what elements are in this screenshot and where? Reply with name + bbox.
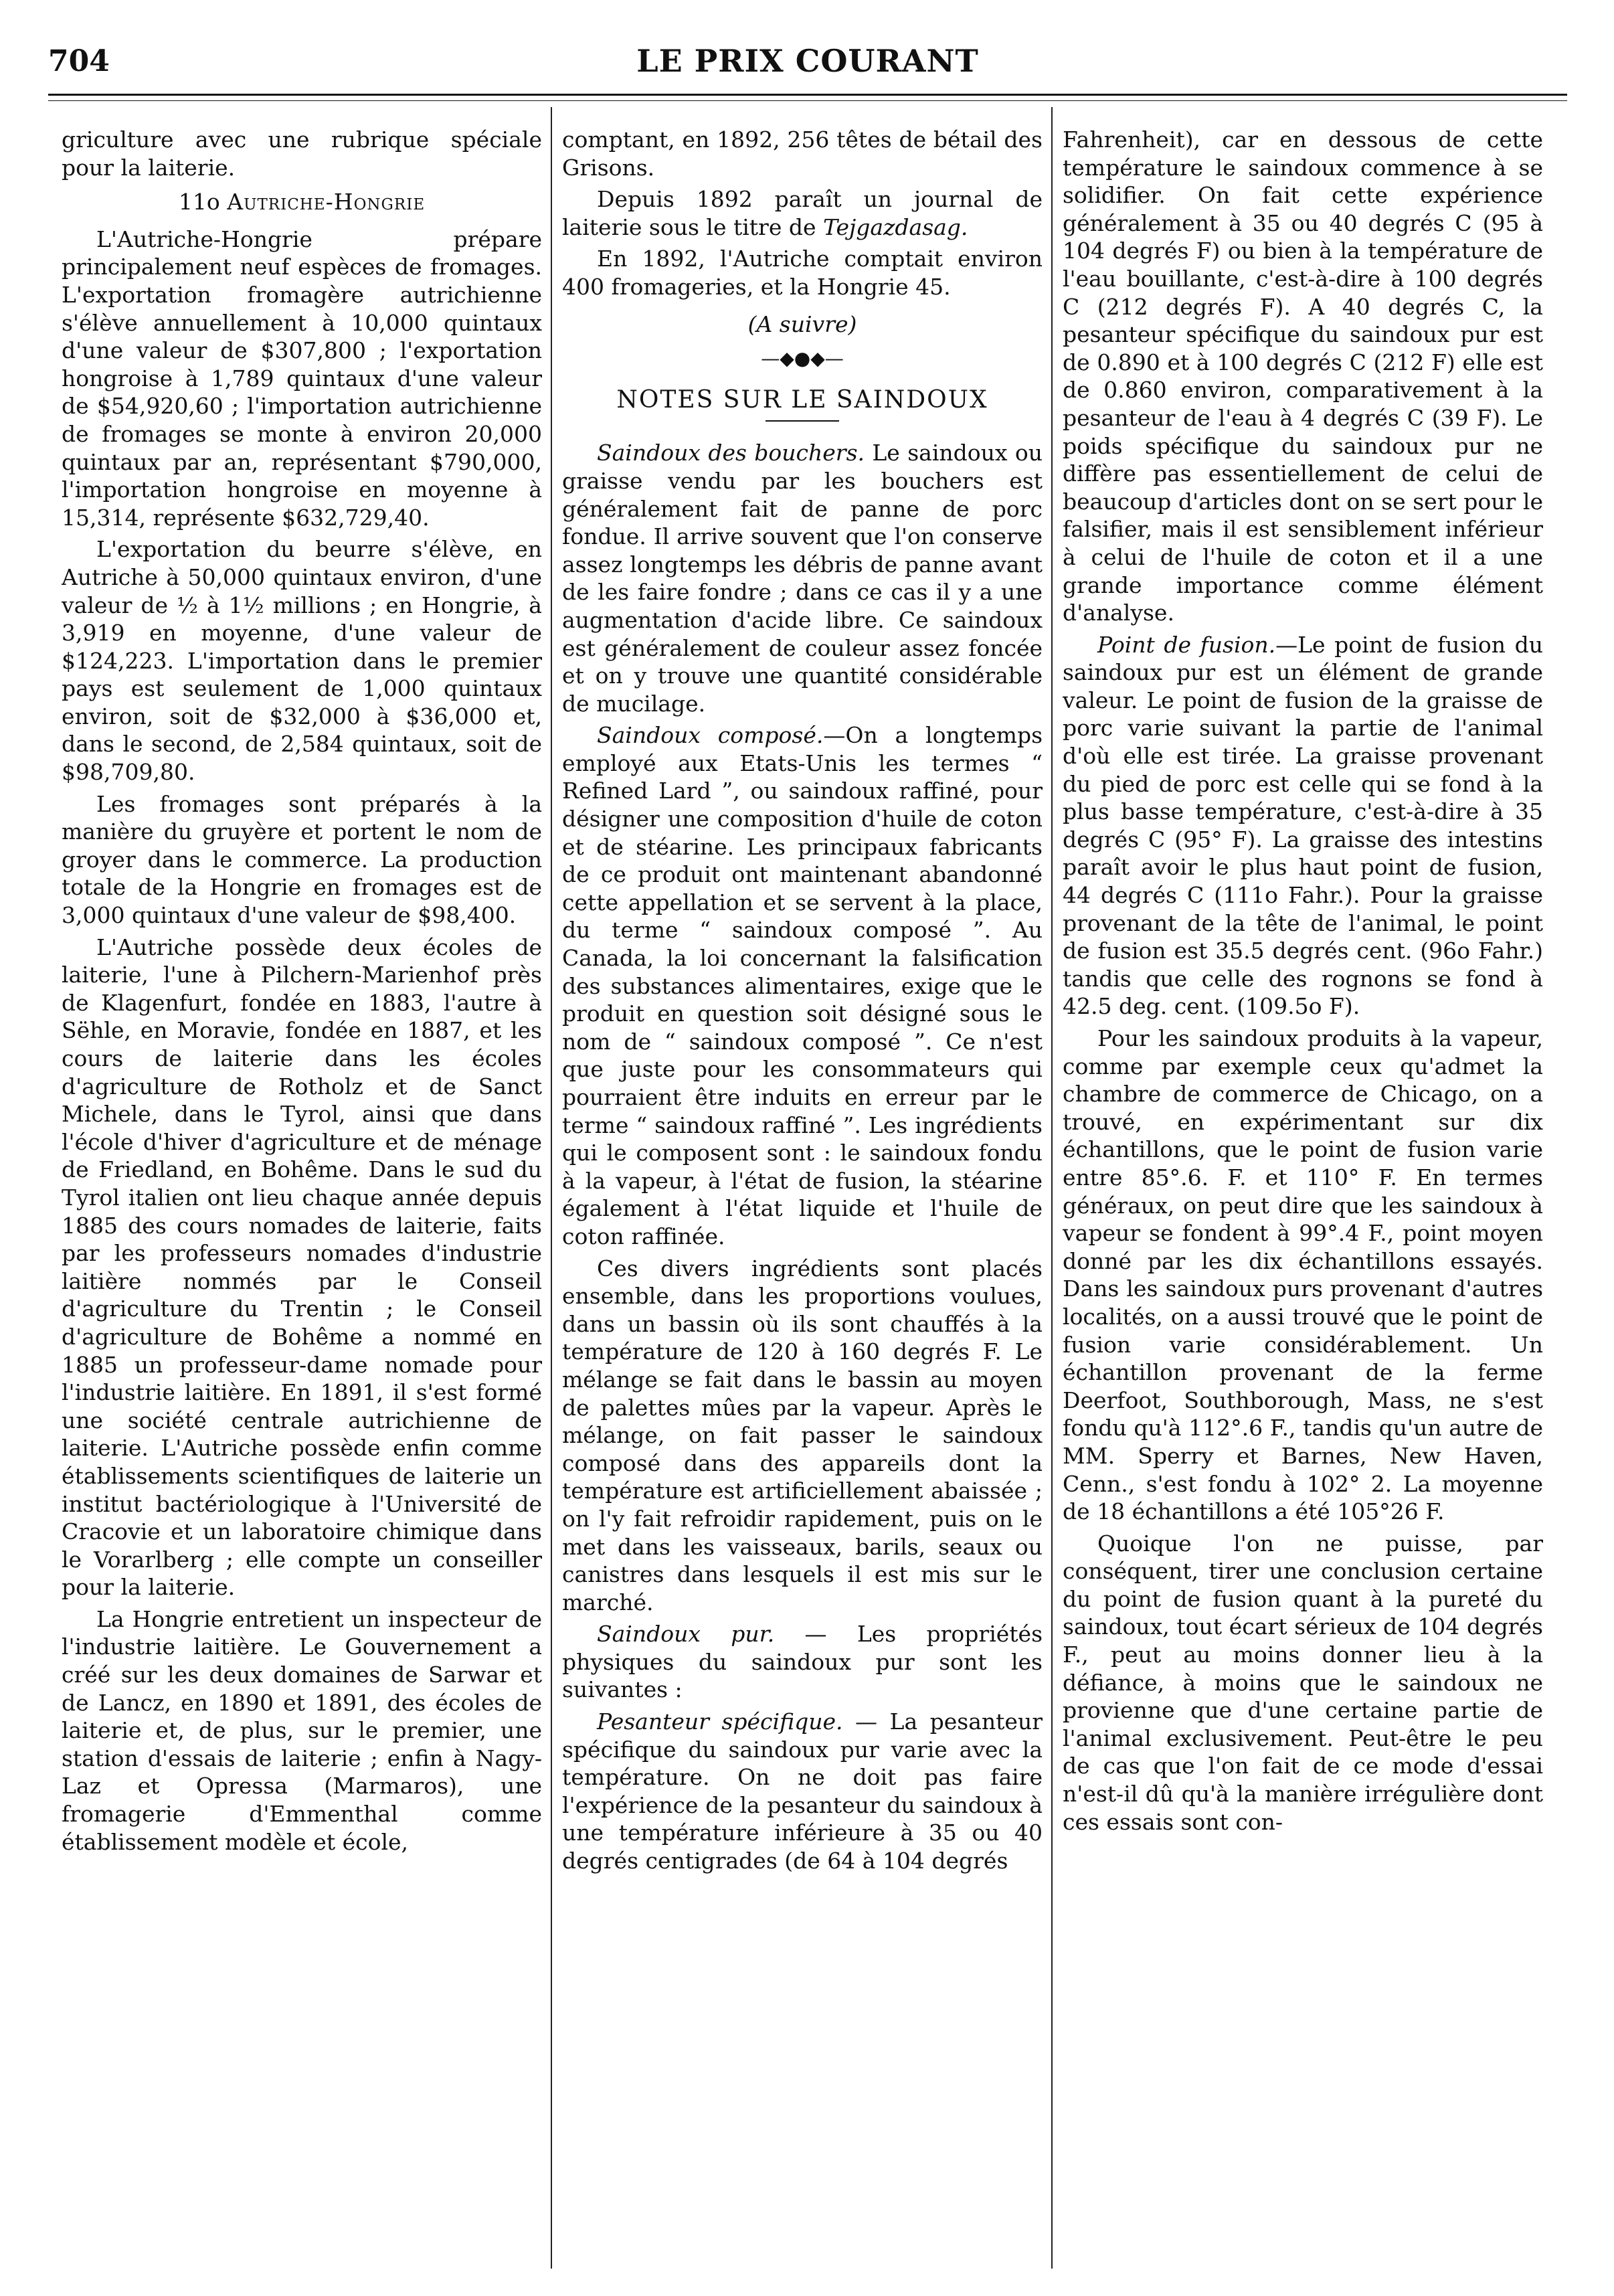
journal-title: Tejgazdasag. [823,213,968,240]
section-title: Autriche-Hongrie [227,189,426,215]
paragraph-text: Depuis 1892 paraît un journal de laiterie sous le titre de [562,186,1043,240]
column-3 [1063,126,1543,2267]
paragraph-text: —Le point de fusion du saindoux pur est un élément de grande valeur. Le point de fusion de la graisse de porc varie suivant la partie de l'animal d'où elle est tirée. La graisse provenant du pied de porc est celle qui se fond à la plus basse température, c'est-à-dire à 35 degrés C (95° F). La graisse des intestins paraît avoir le plus haut point de fusion, 44 degrés C (111o Fahr.). Pour la graisse provenant de la tête de l'animal, le point de fusion est 35.5 degrés cent. (96o Fahr.) tandis que celle des rognons se fond à 42.5 deg. cent. (109.5o F). [1063,631,1543,1020]
paragraph: Les fromages sont préparés à la manière du gruyère et portent le nom de groyer dans le commerce. La production totale de la Hongrie en fromages est de 3,000 quintaux d'une valeur de $98,400. [62,790,542,929]
paragraph [562,721,1043,1250]
header-rule-thin [48,100,1567,101]
paragraph: comptant, en 1892, 256 têtes de bétail des Grisons. [562,126,1043,181]
paragraph: L'exportation du beurre s'élève, en Autriche à 50,000 quintaux environ, d'une valeur de ½ à 1½ millions ; en Hongrie, à 3,919 en moyenne, d'une valeur de $124,223. L'importation dans le premier pays est seulement de 1,000 quintaux environ, soit de $32,000 à $36,000 et, dans le second, de 2,584 quintaux, soit de $98,709,80. [62,536,542,786]
paragraph: En 1892, l'Autriche comptait environ 400 fromageries, et la Hongrie 45. [562,246,1043,300]
ornament-divider: —◆●◆— [761,347,844,370]
section-number: 11o [178,189,220,215]
paragraph: L'Autriche-Hongrie prépare principalement neuf espèces de fromages. L'exportation fromagère autrichienne s'élève annuellement à 10,000 quintaux d'une valeur de $307,800 ; l'exportation hongroise à 1,789 quintaux d'une valeur de $54,920,60 ; l'importation autrichienne de fromages se monte à environ 20,000 quintaux par an, représentant $790,000, l'importation hongroise en moyenne à 15,314, représente $632,729,40. [62,226,542,531]
page-number: 704 [48,44,110,78]
page-header [48,39,1567,92]
subhead: Pesanteur spécifique. [597,1708,843,1735]
paragraph: La Hongrie entretient un inspecteur de l'industrie laitière. Le Gouvernement a créé sur les deux domaines de Sarwar et de Lancz, en 1890 et 1891, des écoles de laiterie et, de plus, sur le premier, une station d'essais de laiterie ; enfin à Nagy-Laz et Opressa (Marmaros), une fromagerie d'Emmenthal comme établissement modèle et école, [62,1605,542,1855]
subhead: Saindoux composé. [597,722,824,749]
paragraph [562,439,1043,717]
column-divider-2 [1051,107,1053,2269]
paragraph-text: —On a longtemps employé aux Etats-Unis les termes “ Refined Lard ”, ou saindoux raffiné, pour désigner une composition d'huile de coton et de stéarine. Les principaux fabricants de ce produit ont maintenant abandonné cette appellation et se servent à la place, du terme “ saindoux composé ”. Au Canada, la loi concernant la falsification des substances alimentaires, exige que le produit en question soit désigné sous le nom de “ saindoux composé ”. Ce n'est que juste pour les consommateurs qui pourraient être induits en erreur par le terme “ saindoux raffiné ”. Les ingrédients qui le composent sont : le saindoux fondu à la vapeur, à l'état de fusion, la stéarine également à l'état liquide et l'huile de coton raffinée. [562,722,1043,1249]
paragraph: Ces divers ingrédients sont placés ensemble, dans les proportions voulues, dans un bassin où ils sont chauffés à la température de 120 à 160 degrés F. Le mélange se fait dans le bassin au moyen de palettes mûes par la vapeur. Après le mélange, on fait passer le saindoux composé dans des appareils dont la température est artificiellement abaissée ; on l'y fait refroidir rapidement, puis on le met dans les vaisseaux, barils, seaux ou canistres dans lesquels il est mis sur le marché. [562,1255,1043,1615]
paragraph [562,185,1043,241]
paragraph: L'Autriche possède deux écoles de laiterie, l'une à Pilchern-Marienhof près de Klagenfurt, fondée en 1883, l'autre à Sëhle, en Moravie, fondée en 1887, et les cours de laiterie dans les écoles d'agriculture de Rotholz et de Sanct Michele, dans le Tyrol, ainsi que dans l'école d'hiver d'agriculture et de ménage de Friedland, en Bohême. Dans le sud du Tyrol italien ont lieu chaque année depuis 1885 des cours nomades de laiterie, faits par les professeurs nomades d'industrie laitière nommés par le Conseil d'agriculture du Trentin ; le Conseil d'agriculture de Bohême a nommé en 1885 un professeur-dame nomade pour l'industrie laitière. En 1891, il s'est formé une société centrale autrichienne de laiterie. L'Autriche possède enfin comme établissements scientifiques de laiterie un institut bactériologique à l'Université de Cracovie et un laboratoire chimique dans le Vorarlberg ; elle compte un conseiller pour la laiterie. [62,934,542,1601]
header-rule [48,94,1567,96]
paragraph [562,1620,1043,1704]
paragraph-text: — La pesanteur spécifique du saindoux pur varie avec la température. On ne doit pas faire l'expérience de la pesanteur du saindoux à une température inférieure à 35 ou 40 degrés centigrades (de 64 à 104 degrés [562,1708,1043,1874]
column-2 [562,126,1043,2267]
section-heading [62,188,542,216]
paragraph-text: Le saindoux ou graisse vendu par les bouchers est généralement fait de panne de porc fondue. Il arrive souvent que l'on conserve assez longtemps les débris de panne avant de les faire fondre ; dans ce cas il y a une augmentation d'acide libre. Ce saindoux est généralement de couleur assez foncée et on y trouve une quantité considérable de mucilage. [562,440,1043,717]
column-1 [62,126,542,2267]
paragraph [1063,631,1543,1021]
paragraph: Quoique l'on ne puisse, par conséquent, tirer une conclusion certaine du point de fusion quant à la pureté du saindoux, tout écart sérieux de 104 degrés F., peut au moins donner lieu à la défiance, à moins que le saindoux ne provienne que d'une certaine partie de l'animal exclusivement. Peut-être le peu de cas que l'on fait de ce mode d'essai n'est-il dû qu'à la manière irrégulière dont ces essais sont con- [1063,1530,1543,1835]
paragraph [562,1708,1043,1875]
subhead: Point de fusion. [1097,631,1276,658]
running-title: LE PRIX COURANT [636,43,979,79]
subhead: Saindoux des bouchers. [597,440,865,466]
subhead: Saindoux pur. [597,1621,775,1648]
to-be-continued: (A suivre) [747,311,857,337]
article-title: NOTES SUR LE SAINDOUX [616,385,988,414]
paragraph-text: — Les propriétés physiques du saindoux pur sont les suivantes : [562,1621,1043,1703]
paragraph: Pour les saindoux produits à la vapeur, comme par exemple ceux qu'admet la chambre de commerce de Chicago, on a trouvé, en expérimentant sur dix échantillons, que le point de fusion varie entre 85°.6. F. et 110° F. En termes généraux, on peut dire que les saindoux à vapeur se fondent à 99°.4 F., point moyen donné par les dix échantillons essayés. Dans les saindoux purs provenant d'autres localités, on a aussi trouvé que le point de fusion varie considérablement. Un échantillon provenant de la ferme Deerfoot, Southborough, Mass, ne s'est fondu qu'à 112°.6 F., tandis qu'un autre de MM. Sperry et Barnes, New Haven, Cenn., s'est fondu à 102° 2. La moyenne de 18 échantillons a été 105°26 F. [1063,1025,1543,1525]
column-divider-1 [551,107,552,2269]
title-rule [766,420,839,422]
paragraph: griculture avec une rubrique spéciale pour la laiterie. [62,126,542,181]
paragraph: Fahrenheit), car en dessous de cette température le saindoux commence à se solidifier. On fait cette expérience généralement à 35 ou 40 degrés C (95 à 104 degrés F) ou bien à la température de l'eau bouillante, c'est-à-dire à 100 degrés C (212 degrés F). A 40 degrés C, la pesanteur spécifique du saindoux pur est de 0.890 et à 100 degrés C (212 F) elle est de 0.860 environ, comparativement à la pesanteur de l'eau à 4 degrés C (39 F). Le poids spécifique du saindoux pur ne diffère pas essentiellement de celui de beaucoup d'articles dont on se sert pour le falsifier, mais il est sensiblement inférieur à celui de l'huile de coton et il a une grande importance comme élément d'analyse. [1063,126,1543,626]
